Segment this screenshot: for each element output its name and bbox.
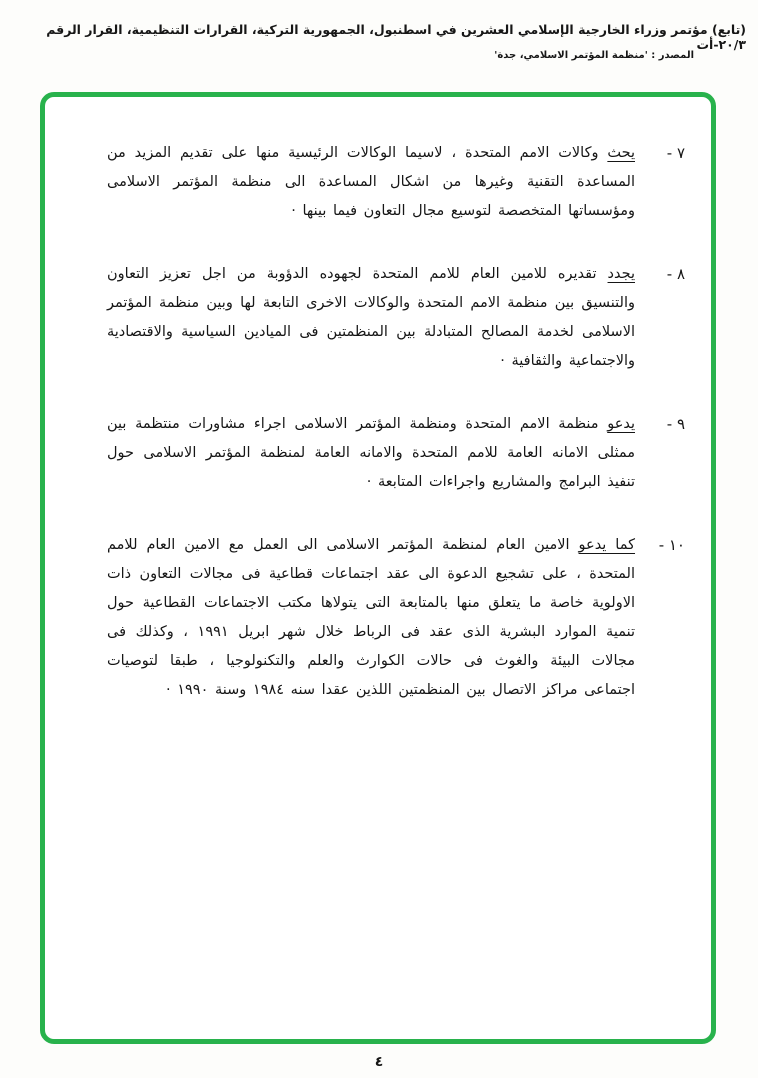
item-text [107,410,635,497]
document-header [10,22,746,52]
item-body-text: تقديره للامين العام للامم المتحدة لجهوده الدؤوبة من اجل تعزيز التعاون والتنسيق بين منظمة الامم المتحدة والوكالات الاخرى التابعة لها وبين منظمة المؤتمر الاسلامى لخدمة المصالح المتبادلة بين المنظمتين فى الميادين السياسية والاقتصادية والاجتماعية والثقافية · [107,266,635,369]
list-item [107,410,685,497]
header-resolution-number: ٢٠/٣-أت [696,37,746,52]
item-text [107,531,635,705]
page-number: ٤ [374,1054,384,1070]
page-frame [40,92,716,1044]
item-number: ١٠ - [658,536,685,554]
list-item [107,139,685,226]
list-item [107,260,685,376]
item-lead-word: يجدد [607,266,635,282]
item-body-text: منظمة الامم المتحدة ومنظمة المؤتمر الاسلامى اجراء مشاورات منتظمة بين ممثلى الامانه العامة للامم المتحدة والامانه العامة لمنظمة المؤتمر الاسلامى حول تنفيذ البرامج والمشاريع واجراءات المتابعة · [107,416,635,490]
item-body-text: وكالات الامم المتحدة ، لاسيما الوكالات الرئيسية منها على تقديم المزيد من المساعدة التقنية وغيرها من اشكال المساعدة الى منظمة المؤتمر الاسلامى ومؤسساتها المتخصصة لتوسيع مجال التعاون فيما بينها · [107,145,635,219]
item-text [107,139,635,226]
list-item [107,531,685,705]
item-lead-word: كما يدعو [578,537,636,553]
item-lead-word: يدعو [607,416,635,432]
item-number: ٩ - [666,415,685,433]
item-text [107,260,635,376]
header-title: (تابع) مؤتمر وزراء الخارجية الإسلامي العشرين في اسطنبول، الجمهورية التركية، القرارات التنظيمية، القرار الرقم [46,22,746,37]
item-body-text: الامين العام لمنظمة المؤتمر الاسلامى الى العمل مع الامين العام للامم المتحدة ، على تشجيع الدعوة الى عقد اجتماعات قطاعية فى مجالات التعاون ذات الاولوية خاصة ما يتعلق منها بالمتابعة التى يتولاها مكتب الاجتماعات القطاعية حول تنمية الموارد البشرية الذى عقد فى الرباط خلال شهر ابريل ١٩٩١ ، وكذلك فى مجالات البيئة والغوث فى حالات الكوارث والعلم والتكنولوجيا ، طبقا لتوصيات اجتماعى مراكز الاتصال بين المنظمتين اللذين عقدا سنه ١٩٨٤ وسنة ١٩٩٠ · [107,537,635,698]
resolution-body [45,97,711,705]
item-number: ٨ - [666,265,685,283]
item-lead-word: يحث [607,145,635,161]
item-number: ٧ - [666,144,685,162]
source-line: المصدر : 'منظمة المؤتمر الاسلامي، جدة' [494,50,694,61]
